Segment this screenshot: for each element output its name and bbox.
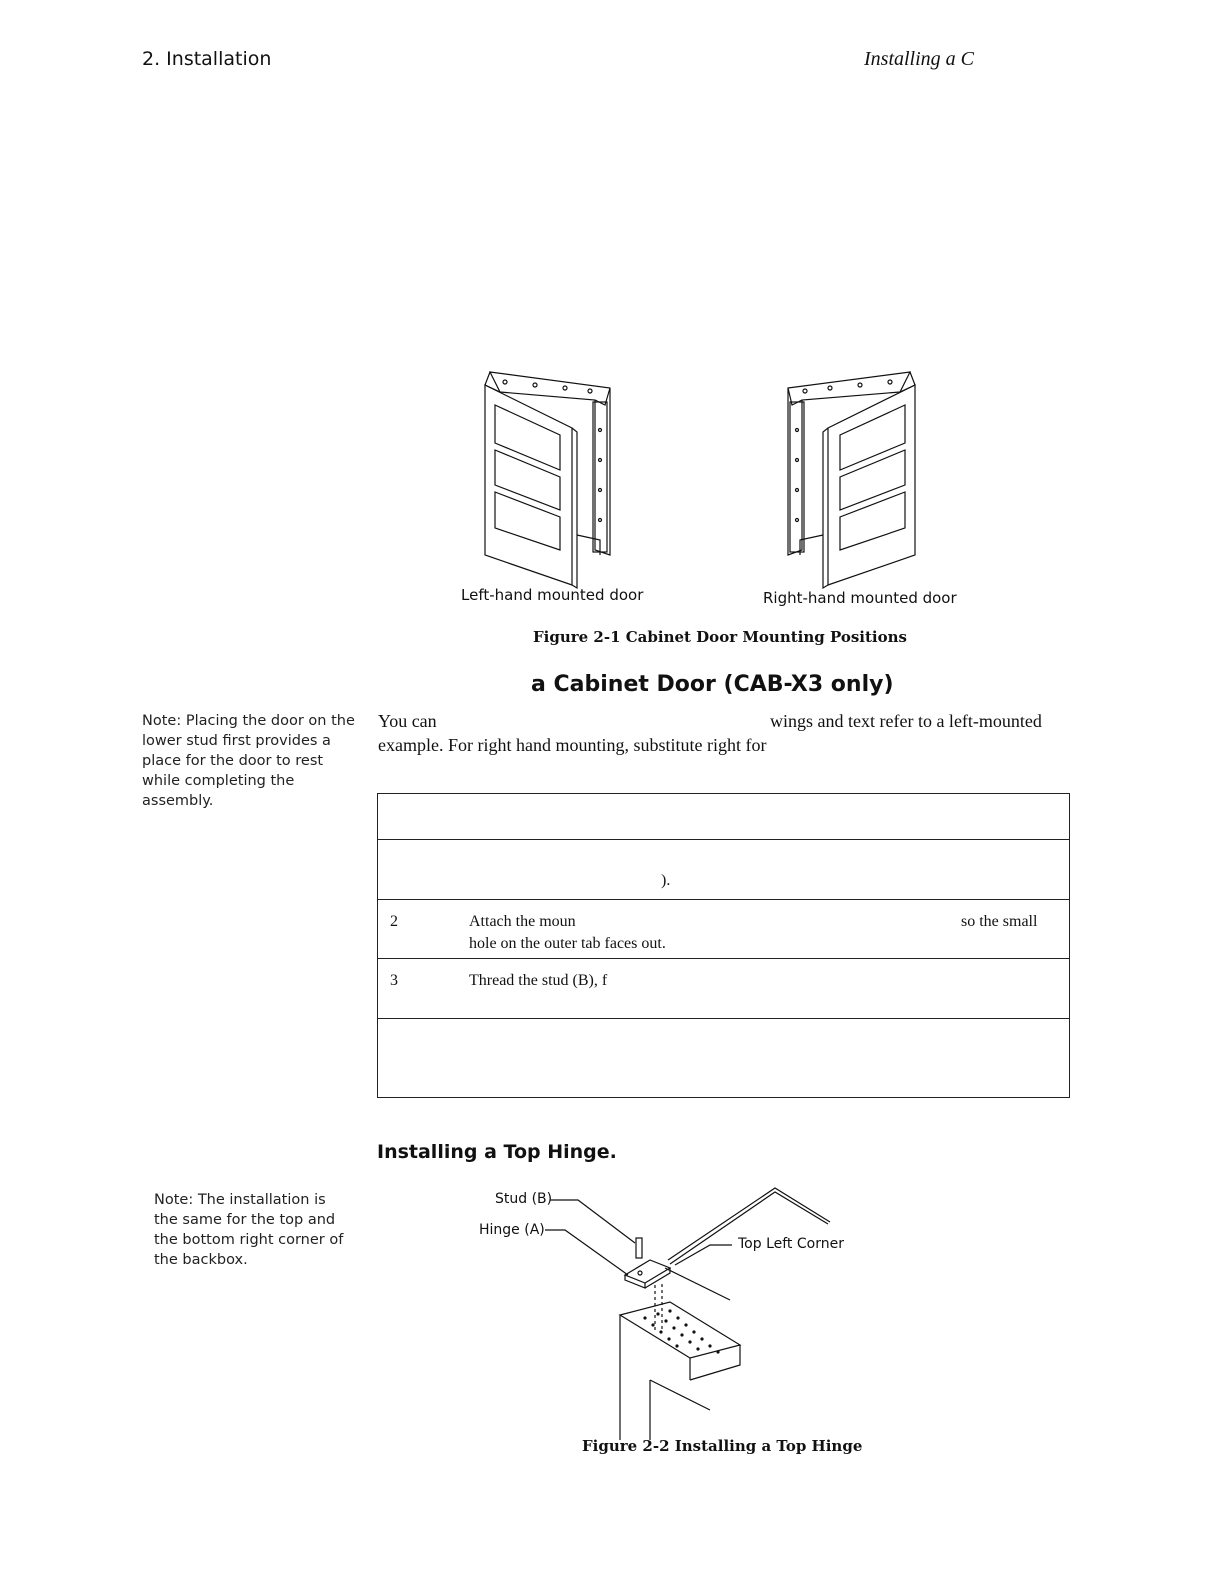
body-text-line2: example. For right hand mounting, substitute right for: [378, 735, 767, 755]
section-title: a Cabinet Door (CAB-X3 only): [531, 672, 894, 697]
subsection-title: Installing a Top Hinge.: [377, 1141, 617, 1163]
table-row: [378, 794, 1069, 840]
step-text: so the small: [961, 913, 1038, 930]
side-note-installation: Note: The installation is the same for the top and the bottom right corner of the backbox.: [154, 1192, 344, 1268]
figure-2-title: Figure 2-2 Installing a Top Hinge: [582, 1437, 863, 1455]
right-mounted-cabinet: [788, 372, 915, 588]
table-row: [378, 959, 1069, 1019]
cabinet-door-illustration: [440, 360, 960, 610]
body-text-line1-end: wings and text refer to a left-mounted: [770, 711, 1042, 731]
table-row: [378, 900, 1069, 959]
step-text: Thread the stud (B), f: [469, 972, 608, 989]
table-row: [378, 1019, 1069, 1097]
row-text-fragment: ).: [661, 872, 671, 889]
table-row: [378, 840, 1069, 900]
side-note-door-placement: Note: Placing the door on the lower stud first provides a place for the door to rest while completing the assembly.: [142, 713, 355, 809]
step-number: 3: [390, 972, 398, 989]
step-text: Attach the moun: [469, 913, 576, 930]
body-text-line1-start: You can: [378, 711, 437, 731]
chapter-header: 2. Installation: [142, 48, 272, 70]
top-left-corner-label: Top Left Corner: [738, 1236, 844, 1252]
section-header: Installing a C: [864, 48, 975, 70]
right-door-caption: Right-hand mounted door: [763, 589, 957, 607]
steps-table: [377, 793, 1070, 1098]
top-hinge-illustration: [470, 1180, 870, 1440]
figure-1-title: Figure 2-1 Cabinet Door Mounting Positions: [533, 628, 907, 646]
stud-label: Stud (B): [495, 1191, 553, 1207]
hinge-label: Hinge (A): [479, 1222, 545, 1238]
step-text: hole on the outer tab faces out.: [469, 935, 666, 952]
step-number: 2: [390, 913, 398, 930]
left-mounted-cabinet: [485, 372, 610, 588]
left-door-caption: Left-hand mounted door: [461, 586, 644, 604]
